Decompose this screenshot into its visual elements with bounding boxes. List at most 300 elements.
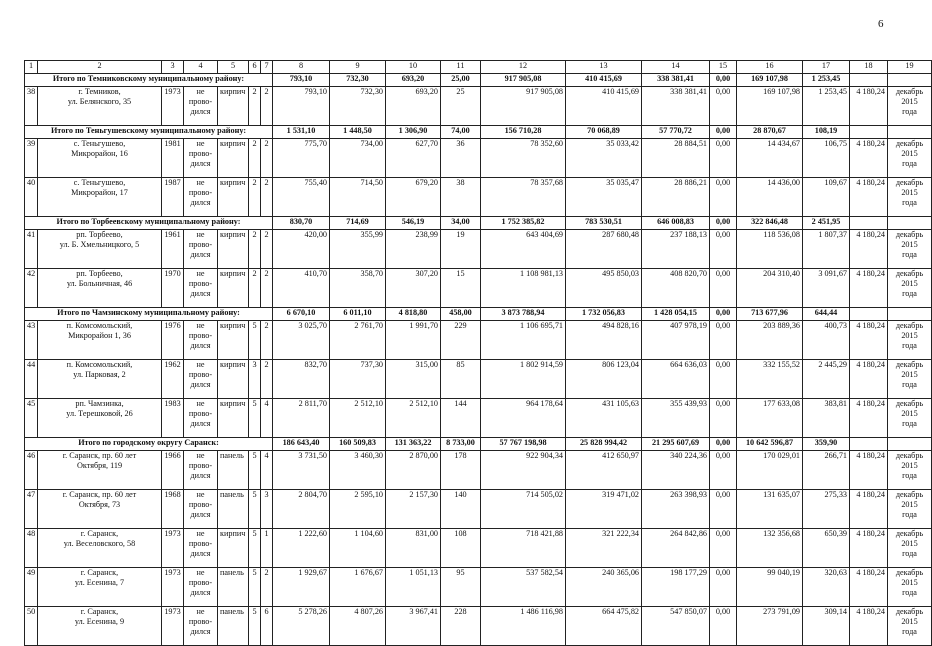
table-cell: 832,70 bbox=[273, 360, 330, 399]
column-number: 6 bbox=[249, 61, 261, 74]
table-cell: 407 978,19 bbox=[642, 321, 710, 360]
total-cell: 1 448,50 bbox=[330, 126, 386, 139]
total-cell: 70 068,89 bbox=[566, 126, 642, 139]
table-cell: 1973 bbox=[162, 87, 184, 126]
table-cell: декабрь 2015 года bbox=[888, 87, 932, 126]
table-cell: 3 967,41 bbox=[386, 607, 441, 646]
table-cell: 4 180,24 bbox=[850, 529, 888, 568]
total-cell: 1 752 385,82 bbox=[481, 217, 566, 230]
table-cell: не прово- дился bbox=[184, 178, 218, 217]
table-cell: 1970 bbox=[162, 269, 184, 308]
row-number: 49 bbox=[25, 568, 38, 607]
table-cell: не прово- дился bbox=[184, 230, 218, 269]
table-cell: декабрь 2015 года bbox=[888, 269, 932, 308]
table-cell: 140 bbox=[441, 490, 481, 529]
table-cell: 263 398,93 bbox=[642, 490, 710, 529]
table-cell: кирпич bbox=[218, 269, 249, 308]
building-row bbox=[25, 490, 932, 529]
table-cell: 240 365,06 bbox=[566, 568, 642, 607]
total-cell: 1 428 054,15 bbox=[642, 308, 710, 321]
table-cell: 315,00 bbox=[386, 360, 441, 399]
total-cell bbox=[888, 74, 932, 87]
table-cell: 1 222,60 bbox=[273, 529, 330, 568]
table-cell: 2 157,30 bbox=[386, 490, 441, 529]
total-cell: 0,00 bbox=[710, 217, 737, 230]
table-cell: 1968 bbox=[162, 490, 184, 529]
total-cell: 783 530,51 bbox=[566, 217, 642, 230]
building-row bbox=[25, 399, 932, 438]
table-cell: 2 870,00 bbox=[386, 451, 441, 490]
table-cell: 1 802 914,59 bbox=[481, 360, 566, 399]
total-cell: 25,00 bbox=[441, 74, 481, 87]
table-cell: 627,70 bbox=[386, 139, 441, 178]
table-cell: 36 bbox=[441, 139, 481, 178]
district-total-row bbox=[25, 217, 932, 230]
table-cell: 2 811,70 bbox=[273, 399, 330, 438]
address-cell: г. Темников, ул. Белянского, 35 bbox=[38, 87, 162, 126]
total-cell: 6 011,10 bbox=[330, 308, 386, 321]
table-cell: 2 bbox=[261, 321, 273, 360]
table-cell: 643 404,69 bbox=[481, 230, 566, 269]
total-cell bbox=[888, 126, 932, 139]
table-cell: 400,73 bbox=[803, 321, 850, 360]
table-cell: 693,20 bbox=[386, 87, 441, 126]
address-cell: г. Саранск, ул. Есенина, 7 bbox=[38, 568, 162, 607]
table-cell: 1 929,67 bbox=[273, 568, 330, 607]
column-number: 7 bbox=[261, 61, 273, 74]
table-cell: 4 180,24 bbox=[850, 269, 888, 308]
table-cell: 319 471,02 bbox=[566, 490, 642, 529]
total-cell bbox=[850, 74, 888, 87]
table-cell: 2 bbox=[249, 269, 261, 308]
table-cell: 2 bbox=[249, 178, 261, 217]
table-cell: 4 180,24 bbox=[850, 139, 888, 178]
row-number: 44 bbox=[25, 360, 38, 399]
table-cell: 5 bbox=[249, 399, 261, 438]
total-cell: 0,00 bbox=[710, 308, 737, 321]
table-cell: не прово- дился bbox=[184, 269, 218, 308]
table-cell: 4 bbox=[261, 451, 273, 490]
address-cell: г. Саранск, ул. Есенина, 9 bbox=[38, 607, 162, 646]
table-cell: 5 bbox=[249, 568, 261, 607]
address-cell: п. Комсомольский, ул. Парковая, 2 bbox=[38, 360, 162, 399]
table-cell: 28 884,51 bbox=[642, 139, 710, 178]
table-cell: 412 650,97 bbox=[566, 451, 642, 490]
table-cell: 3 460,30 bbox=[330, 451, 386, 490]
table-cell: 144 bbox=[441, 399, 481, 438]
total-cell: 28 870,67 bbox=[737, 126, 803, 139]
table-cell: не прово- дился bbox=[184, 399, 218, 438]
table-cell: кирпич bbox=[218, 360, 249, 399]
total-cell: 0,00 bbox=[710, 438, 737, 451]
table-cell: не прово- дился bbox=[184, 360, 218, 399]
table-cell: 106,75 bbox=[803, 139, 850, 178]
table-cell: 734,00 bbox=[330, 139, 386, 178]
table-cell: 831,00 bbox=[386, 529, 441, 568]
table-cell: панель bbox=[218, 607, 249, 646]
table-cell: декабрь 2015 года bbox=[888, 607, 932, 646]
table-cell: 495 850,03 bbox=[566, 269, 642, 308]
table-cell: 2 bbox=[261, 87, 273, 126]
table-cell: декабрь 2015 года bbox=[888, 178, 932, 217]
table-cell: декабрь 2015 года bbox=[888, 568, 932, 607]
table-cell: 1987 bbox=[162, 178, 184, 217]
table-cell: 0,00 bbox=[710, 178, 737, 217]
table-cell: кирпич bbox=[218, 399, 249, 438]
column-number: 15 bbox=[710, 61, 737, 74]
table-cell: 2 512,10 bbox=[386, 399, 441, 438]
table-cell: не прово- дился bbox=[184, 87, 218, 126]
table-cell: 2 bbox=[261, 178, 273, 217]
address-cell: рп. Чамзинка, ул. Терешковой, 26 bbox=[38, 399, 162, 438]
table-cell: 4 180,24 bbox=[850, 87, 888, 126]
table-cell: декабрь 2015 года bbox=[888, 230, 932, 269]
table-cell: 4 180,24 bbox=[850, 178, 888, 217]
table-body bbox=[25, 61, 932, 646]
table-cell: 3 025,70 bbox=[273, 321, 330, 360]
table-cell: 1981 bbox=[162, 139, 184, 178]
column-number: 1 bbox=[25, 61, 38, 74]
building-row bbox=[25, 451, 932, 490]
total-cell: 644,44 bbox=[803, 308, 850, 321]
table-cell: 0,00 bbox=[710, 139, 737, 178]
table-cell: 131 635,07 bbox=[737, 490, 803, 529]
column-number: 13 bbox=[566, 61, 642, 74]
table-cell: 264 842,86 bbox=[642, 529, 710, 568]
table-cell: 2 bbox=[261, 568, 273, 607]
table-cell: 1 486 116,98 bbox=[481, 607, 566, 646]
table-cell: 0,00 bbox=[710, 490, 737, 529]
table-cell: 25 bbox=[441, 87, 481, 126]
table-cell: 99 040,19 bbox=[737, 568, 803, 607]
table-cell: 95 bbox=[441, 568, 481, 607]
total-cell: 0,00 bbox=[710, 126, 737, 139]
total-cell: 713 677,96 bbox=[737, 308, 803, 321]
table-cell: кирпич bbox=[218, 230, 249, 269]
table-cell: кирпич bbox=[218, 87, 249, 126]
page-number: 6 bbox=[878, 18, 884, 30]
column-number: 3 bbox=[162, 61, 184, 74]
table-cell: 1976 bbox=[162, 321, 184, 360]
total-cell: 186 643,40 bbox=[273, 438, 330, 451]
table-cell: 732,30 bbox=[330, 87, 386, 126]
column-number: 9 bbox=[330, 61, 386, 74]
table-cell: 714 505,02 bbox=[481, 490, 566, 529]
table-cell: 38 bbox=[441, 178, 481, 217]
table-cell: декабрь 2015 года bbox=[888, 399, 932, 438]
total-cell bbox=[850, 308, 888, 321]
table-cell: 537 582,54 bbox=[481, 568, 566, 607]
table-cell: 0,00 bbox=[710, 607, 737, 646]
total-cell: 338 381,41 bbox=[642, 74, 710, 87]
table-cell: 664 475,82 bbox=[566, 607, 642, 646]
table-cell: 169 107,98 bbox=[737, 87, 803, 126]
table-cell: 203 889,36 bbox=[737, 321, 803, 360]
table-cell: не прово- дился bbox=[184, 139, 218, 178]
column-number: 10 bbox=[386, 61, 441, 74]
table-cell: 35 033,42 bbox=[566, 139, 642, 178]
total-cell: 8 733,00 bbox=[441, 438, 481, 451]
total-cell: 10 642 596,87 bbox=[737, 438, 803, 451]
total-cell: 1 531,10 bbox=[273, 126, 330, 139]
total-cell bbox=[888, 217, 932, 230]
table-cell: 2 bbox=[261, 360, 273, 399]
table-cell: 1973 bbox=[162, 529, 184, 568]
table-cell: панель bbox=[218, 451, 249, 490]
table-cell: 3 bbox=[261, 490, 273, 529]
total-cell: 646 008,83 bbox=[642, 217, 710, 230]
total-cell: 410 415,69 bbox=[566, 74, 642, 87]
row-number: 38 bbox=[25, 87, 38, 126]
table-cell: кирпич bbox=[218, 178, 249, 217]
table-cell: 410,70 bbox=[273, 269, 330, 308]
table-cell: 2 512,10 bbox=[330, 399, 386, 438]
table-cell: 4 807,26 bbox=[330, 607, 386, 646]
district-total-row bbox=[25, 438, 932, 451]
table-cell: 4 180,24 bbox=[850, 230, 888, 269]
district-total-row bbox=[25, 308, 932, 321]
table-cell: 15 bbox=[441, 269, 481, 308]
table-cell: 0,00 bbox=[710, 230, 737, 269]
address-cell: с. Теньгушево, Микрорайон, 17 bbox=[38, 178, 162, 217]
column-number: 14 bbox=[642, 61, 710, 74]
table-cell: 0,00 bbox=[710, 360, 737, 399]
table-cell: 238,99 bbox=[386, 230, 441, 269]
table-cell: 14 436,00 bbox=[737, 178, 803, 217]
total-cell: 156 710,28 bbox=[481, 126, 566, 139]
table-cell: 0,00 bbox=[710, 87, 737, 126]
table-cell: 358,70 bbox=[330, 269, 386, 308]
total-cell: 4 818,80 bbox=[386, 308, 441, 321]
address-cell: рп. Торбеево, ул. Б. Хмельницкого, 5 bbox=[38, 230, 162, 269]
table-cell: 1 106 695,71 bbox=[481, 321, 566, 360]
table-cell: 431 105,63 bbox=[566, 399, 642, 438]
table-cell: 408 820,70 bbox=[642, 269, 710, 308]
column-number-row bbox=[25, 61, 932, 74]
table-cell: 307,20 bbox=[386, 269, 441, 308]
table-cell: 355,99 bbox=[330, 230, 386, 269]
total-cell: 1 306,90 bbox=[386, 126, 441, 139]
row-number: 50 bbox=[25, 607, 38, 646]
row-number: 48 bbox=[25, 529, 38, 568]
total-cell: 546,19 bbox=[386, 217, 441, 230]
table-cell: не прово- дился bbox=[184, 451, 218, 490]
district-total-label: Итого по Темниковскому муниципальному району: bbox=[25, 74, 273, 87]
table-cell: 0,00 bbox=[710, 321, 737, 360]
table-cell: кирпич bbox=[218, 321, 249, 360]
table-cell: 2 bbox=[249, 139, 261, 178]
table-cell: 664 636,03 bbox=[642, 360, 710, 399]
table-cell: 2 761,70 bbox=[330, 321, 386, 360]
table-cell: 4 180,24 bbox=[850, 360, 888, 399]
table-cell: 6 bbox=[261, 607, 273, 646]
column-number: 8 bbox=[273, 61, 330, 74]
table-cell: 964 178,64 bbox=[481, 399, 566, 438]
column-number: 2 bbox=[38, 61, 162, 74]
total-cell bbox=[888, 308, 932, 321]
table-cell: 4 180,24 bbox=[850, 568, 888, 607]
total-cell bbox=[888, 438, 932, 451]
table-cell: 547 850,07 bbox=[642, 607, 710, 646]
table-cell: 1966 bbox=[162, 451, 184, 490]
district-total-label: Итого по городскому округу Саранск: bbox=[25, 438, 273, 451]
table-cell: 1961 bbox=[162, 230, 184, 269]
table-cell: 494 828,16 bbox=[566, 321, 642, 360]
total-cell: 2 451,95 bbox=[803, 217, 850, 230]
table-cell: 0,00 bbox=[710, 529, 737, 568]
building-row bbox=[25, 230, 932, 269]
table-cell: декабрь 2015 года bbox=[888, 529, 932, 568]
table-cell: 108 bbox=[441, 529, 481, 568]
table-cell: 1962 bbox=[162, 360, 184, 399]
table-cell: 4 180,24 bbox=[850, 451, 888, 490]
row-number: 43 bbox=[25, 321, 38, 360]
table-cell: 2 bbox=[261, 139, 273, 178]
address-cell: п. Комсомольский, Микрорайон 1, 36 bbox=[38, 321, 162, 360]
total-cell: 458,00 bbox=[441, 308, 481, 321]
row-number: 47 bbox=[25, 490, 38, 529]
table-cell: 2 804,70 bbox=[273, 490, 330, 529]
total-cell: 1 253,45 bbox=[803, 74, 850, 87]
building-row bbox=[25, 529, 932, 568]
table-cell: 806 123,04 bbox=[566, 360, 642, 399]
table-cell: 679,20 bbox=[386, 178, 441, 217]
table-cell: 1973 bbox=[162, 568, 184, 607]
total-cell: 0,00 bbox=[710, 74, 737, 87]
table-cell: 170 029,01 bbox=[737, 451, 803, 490]
table-cell: 917 905,08 bbox=[481, 87, 566, 126]
table-cell: 229 bbox=[441, 321, 481, 360]
row-number: 39 bbox=[25, 139, 38, 178]
total-cell: 714,69 bbox=[330, 217, 386, 230]
column-number: 5 bbox=[218, 61, 249, 74]
column-number: 18 bbox=[850, 61, 888, 74]
table-cell: 714,50 bbox=[330, 178, 386, 217]
table-cell: декабрь 2015 года bbox=[888, 321, 932, 360]
total-cell: 160 509,83 bbox=[330, 438, 386, 451]
total-cell: 74,00 bbox=[441, 126, 481, 139]
total-cell: 34,00 bbox=[441, 217, 481, 230]
column-number: 4 bbox=[184, 61, 218, 74]
table-cell: 4 180,24 bbox=[850, 321, 888, 360]
total-cell bbox=[850, 438, 888, 451]
total-cell: 57 770,72 bbox=[642, 126, 710, 139]
total-cell bbox=[850, 217, 888, 230]
table-cell: 287 680,48 bbox=[566, 230, 642, 269]
table-cell: 5 bbox=[249, 321, 261, 360]
table-cell: 2 595,10 bbox=[330, 490, 386, 529]
table-cell: декабрь 2015 года bbox=[888, 451, 932, 490]
table-cell: 793,10 bbox=[273, 87, 330, 126]
row-number: 42 bbox=[25, 269, 38, 308]
table-cell: 5 278,26 bbox=[273, 607, 330, 646]
table-cell: 132 356,68 bbox=[737, 529, 803, 568]
table-cell: 1 104,60 bbox=[330, 529, 386, 568]
table-cell: 273 791,09 bbox=[737, 607, 803, 646]
table-cell: 5 bbox=[249, 451, 261, 490]
table-cell: 1 807,37 bbox=[803, 230, 850, 269]
register-table bbox=[24, 60, 932, 646]
district-total-label: Итого по Торбеевскому муниципальному району: bbox=[25, 217, 273, 230]
table-cell: 4 180,24 bbox=[850, 607, 888, 646]
table-cell: 237 188,13 bbox=[642, 230, 710, 269]
building-row bbox=[25, 269, 932, 308]
total-cell: 131 363,22 bbox=[386, 438, 441, 451]
building-row bbox=[25, 178, 932, 217]
table-cell: 198 177,29 bbox=[642, 568, 710, 607]
total-cell: 830,70 bbox=[273, 217, 330, 230]
table-cell: 178 bbox=[441, 451, 481, 490]
total-cell: 917 905,08 bbox=[481, 74, 566, 87]
table-cell: 5 bbox=[249, 529, 261, 568]
table-cell: 332 155,52 bbox=[737, 360, 803, 399]
table-cell: 650,39 bbox=[803, 529, 850, 568]
table-cell: не прово- дился bbox=[184, 529, 218, 568]
building-row bbox=[25, 87, 932, 126]
total-cell: 359,90 bbox=[803, 438, 850, 451]
row-number: 45 bbox=[25, 399, 38, 438]
table-cell: не прово- дился bbox=[184, 490, 218, 529]
address-cell: г. Саранск, пр. 60 лет Октября, 119 bbox=[38, 451, 162, 490]
table-cell: 2 bbox=[249, 230, 261, 269]
table-cell: 109,67 bbox=[803, 178, 850, 217]
table-cell: 420,00 bbox=[273, 230, 330, 269]
total-cell: 6 670,10 bbox=[273, 308, 330, 321]
total-cell: 25 828 994,42 bbox=[566, 438, 642, 451]
address-cell: с. Теньгушево, Микрорайон, 16 bbox=[38, 139, 162, 178]
table-cell: 228 bbox=[441, 607, 481, 646]
address-cell: г. Саранск, ул. Веселовского, 58 bbox=[38, 529, 162, 568]
table-cell: 1 051,13 bbox=[386, 568, 441, 607]
table-cell: 1 253,45 bbox=[803, 87, 850, 126]
table-cell: 4 180,24 bbox=[850, 490, 888, 529]
table-cell: не прово- дился bbox=[184, 568, 218, 607]
table-cell: 2 bbox=[261, 230, 273, 269]
table-cell: 204 310,40 bbox=[737, 269, 803, 308]
table-cell: 85 bbox=[441, 360, 481, 399]
table-cell: 19 bbox=[441, 230, 481, 269]
table-cell: 3 bbox=[249, 360, 261, 399]
table-cell: 321 222,34 bbox=[566, 529, 642, 568]
total-cell: 693,20 bbox=[386, 74, 441, 87]
column-number: 11 bbox=[441, 61, 481, 74]
table-cell: 1 991,70 bbox=[386, 321, 441, 360]
table-cell: 177 633,08 bbox=[737, 399, 803, 438]
table-cell: 0,00 bbox=[710, 269, 737, 308]
table-cell: не прово- дился bbox=[184, 321, 218, 360]
row-number: 41 bbox=[25, 230, 38, 269]
district-total-label: Итого по Чамзинскому муниципальному району: bbox=[25, 308, 273, 321]
total-cell: 322 846,48 bbox=[737, 217, 803, 230]
table-cell: 266,71 bbox=[803, 451, 850, 490]
table-cell: 5 bbox=[249, 607, 261, 646]
column-number: 17 bbox=[803, 61, 850, 74]
district-total-row bbox=[25, 126, 932, 139]
total-cell: 1 732 056,83 bbox=[566, 308, 642, 321]
table-cell: 340 224,36 bbox=[642, 451, 710, 490]
table-cell: 737,30 bbox=[330, 360, 386, 399]
table-cell: 35 035,47 bbox=[566, 178, 642, 217]
total-cell: 793,10 bbox=[273, 74, 330, 87]
table-cell: панель bbox=[218, 568, 249, 607]
table-cell: 1973 bbox=[162, 607, 184, 646]
table-cell: кирпич bbox=[218, 529, 249, 568]
table-cell: 410 415,69 bbox=[566, 87, 642, 126]
total-cell: 57 767 198,98 bbox=[481, 438, 566, 451]
table-cell: 3 091,67 bbox=[803, 269, 850, 308]
row-number: 46 bbox=[25, 451, 38, 490]
table-cell: 755,40 bbox=[273, 178, 330, 217]
